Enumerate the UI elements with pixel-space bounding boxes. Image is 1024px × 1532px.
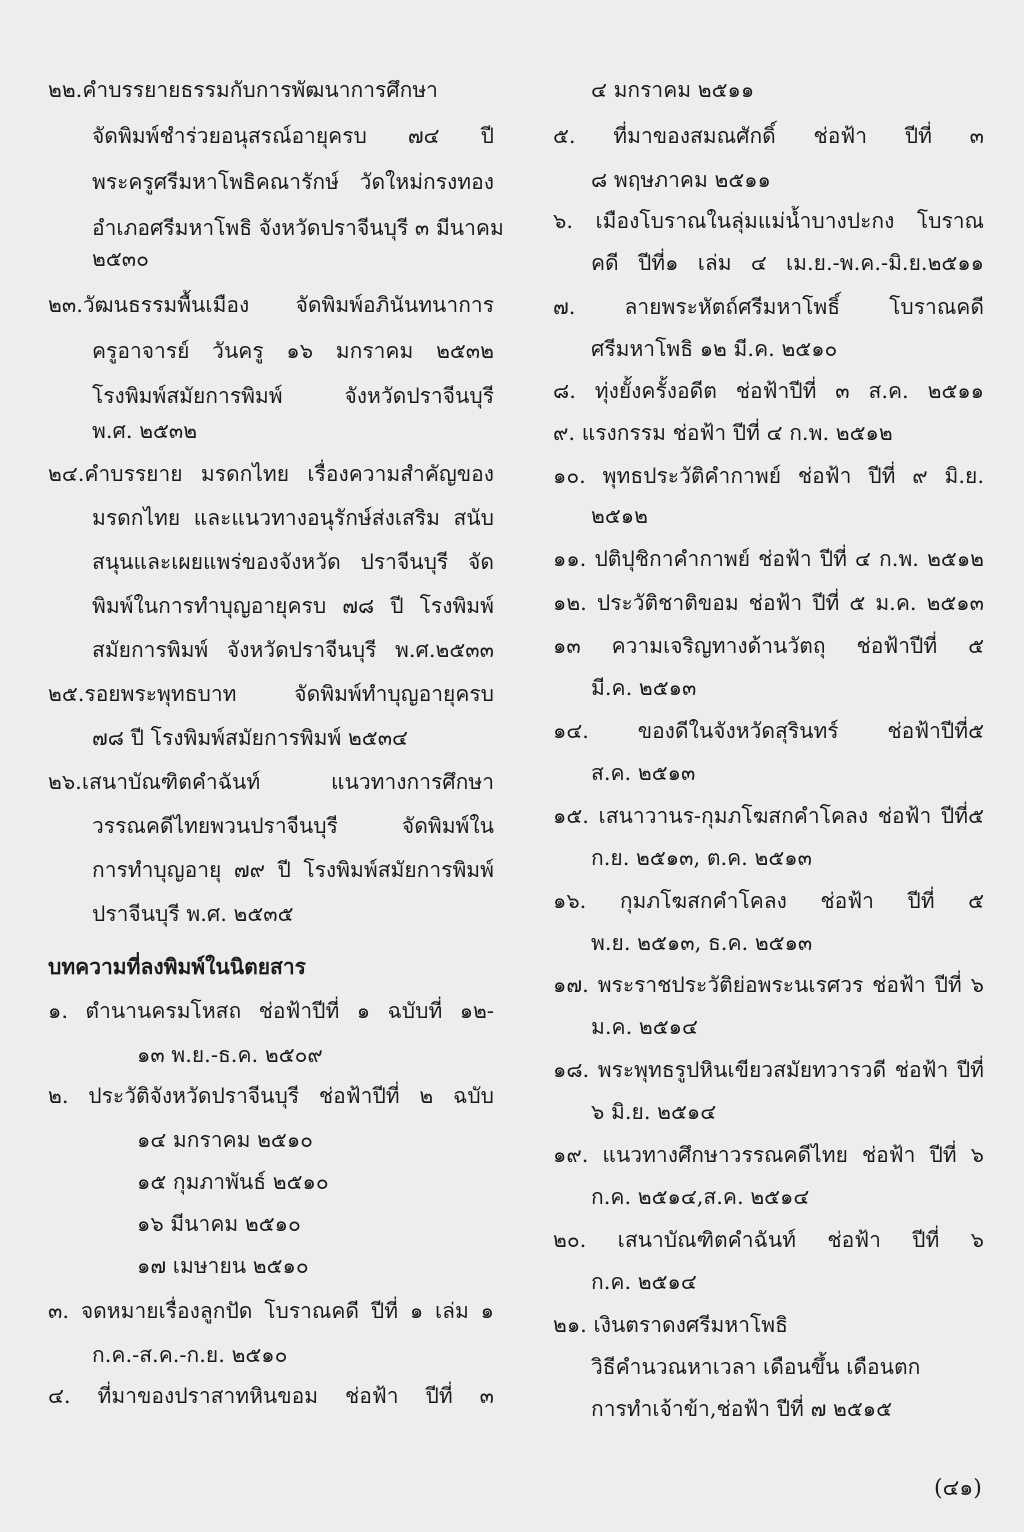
right-line: ๒๐. เสนาบัณฑิตคำฉันท์ ช่อฟ้า ปีที่ ๖ bbox=[553, 1228, 984, 1252]
left-line: ๑๔ มกราคม ๒๕๑๐ bbox=[137, 1128, 313, 1152]
left-line: ๒. ประวัติจังหวัดปราจีนบุรี ช่อฟ้าปีที่ ๒ ฉบับ bbox=[48, 1084, 494, 1108]
left-line: พ.ศ. ๒๕๓๒ bbox=[92, 419, 198, 443]
right-line: ๑๑. ปติปุชิกาคำกาพย์ ช่อฟ้า ปีที่ ๔ ก.พ. ๒๕๑๒ bbox=[553, 547, 984, 571]
right-line: ๗. ลายพระหัตถ์ศรีมหาโพธิ์ โบราณคดี bbox=[553, 295, 984, 319]
right-line: ๑๒. ประวัติชาติขอม ช่อฟ้า ปีที่ ๕ ม.ค. ๒๕๑๓ bbox=[553, 591, 984, 615]
left-line: ๒๖.เสนาบัณฑิตคำฉันท์ แนวทางการศึกษา bbox=[48, 770, 494, 794]
left-line: ๒๕.รอยพระพุทธบาท จัดพิมพ์ทำบุญอายุครบ bbox=[48, 682, 494, 706]
right-line: ๖ มิ.ย. ๒๕๑๔ bbox=[591, 1100, 717, 1124]
right-line: พ.ย. ๒๕๑๓, ธ.ค. ๒๕๑๓ bbox=[591, 931, 813, 955]
left-line: การทำบุญอายุ ๗๙ ปี โรงพิมพ์สมัยการพิมพ์ bbox=[92, 858, 494, 882]
right-line: ๔ มกราคม ๒๕๑๑ bbox=[591, 78, 755, 102]
left-line: สนุนและเผยแพร่ของจังหวัด ปราจีนบุรี จัด bbox=[92, 550, 494, 574]
right-line: ๕. ที่มาของสมณศักดิ์ ช่อฟ้า ปีที่ ๓ bbox=[553, 124, 984, 148]
left-line: โรงพิมพ์สมัยการพิมพ์ จังหวัดปราจีนบุรี bbox=[92, 384, 494, 408]
right-line: ๖. เมืองโบราณในลุ่มแม่น้ำบางปะกง โบราณ bbox=[553, 209, 984, 233]
right-line: ๘. ทุ่งยั้งครั้งอดีต ช่อฟ้าปีที่ ๓ ส.ค. ๒๕๑๑ bbox=[553, 379, 984, 403]
right-line: ๑๗. พระราชประวัติย่อพระนเรศวร ช่อฟ้า ปีที่ ๖ bbox=[553, 973, 984, 997]
left-line: ๓. จดหมายเรื่องลูกปัด โบราณคดี ปีที่ ๑ เล่ม ๑ bbox=[48, 1299, 494, 1323]
left-line: ครูอาจารย์ วันครู ๑๖ มกราคม ๒๕๓๒ bbox=[92, 339, 494, 363]
page-number: (๔๑) bbox=[934, 1476, 982, 1501]
right-line: ๙. แรงกรรม ช่อฟ้า ปีที่ ๔ ก.พ. ๒๕๑๒ bbox=[553, 421, 893, 445]
right-line: ศรีมหาโพธิ ๑๒ มี.ค. ๒๕๑๐ bbox=[591, 337, 838, 361]
left-line: ๑๖ มีนาคม ๒๕๑๐ bbox=[137, 1212, 301, 1236]
right-line: ก.ค. ๒๕๑๔ bbox=[591, 1270, 697, 1294]
left-line: จัดพิมพ์ชำร่วยอนุสรณ์อายุครบ ๗๔ ปี bbox=[92, 124, 494, 148]
left-line: ปราจีนบุรี พ.ศ. ๒๕๓๕ bbox=[92, 902, 294, 926]
left-line: มรดกไทย และแนวทางอนุรักษ์ส่งเสริม สนับ bbox=[92, 506, 494, 530]
left-line: ๑๓ พ.ย.-ธ.ค. ๒๕๐๙ bbox=[137, 1043, 323, 1067]
right-line: ก.ค. ๒๕๑๔,ส.ค. ๒๕๑๔ bbox=[591, 1185, 810, 1209]
left-line: ๑. ตำนานครมโหสถ ช่อฟ้าปีที่ ๑ ฉบับที่ ๑๒- bbox=[48, 999, 494, 1023]
right-line: ๑๔. ของดีในจังหวัดสุรินทร์ ช่อฟ้าปีที่๕ bbox=[553, 719, 984, 743]
right-line: วิธีคำนวณหาเวลา เดือนขึ้น เดือนตก bbox=[591, 1355, 921, 1379]
right-line: มี.ค. ๒๕๑๓ bbox=[591, 676, 697, 700]
right-line: ๒๕๑๒ bbox=[591, 504, 648, 528]
left-line: ๑๕ กุมภาพันธ์ ๒๕๑๐ bbox=[137, 1170, 329, 1194]
right-line: ๑๐. พุทธประวัติคำกาพย์ ช่อฟ้า ปีที่ ๙ มิ.ย. bbox=[553, 464, 984, 488]
right-line: ๒๑. เงินตราดงศรีมหาโพธิ bbox=[553, 1313, 788, 1337]
right-line: ส.ค. ๒๕๑๓ bbox=[591, 761, 696, 785]
right-line: ม.ค. ๒๕๑๔ bbox=[591, 1015, 698, 1039]
right-line: ๑๓ ความเจริญทางด้านวัตถุ ช่อฟ้าปีที่ ๕ bbox=[553, 634, 984, 658]
right-line: ๘ พฤษภาคม ๒๕๑๑ bbox=[591, 168, 771, 192]
left-line: สมัยการพิมพ์ จังหวัดปราจีนบุรี พ.ศ.๒๕๓๓ bbox=[92, 638, 494, 662]
left-line: วรรณคดีไทยพวนปราจีนบุรี จัดพิมพ์ใน bbox=[92, 814, 494, 838]
left-line: ๒๔.คำบรรยาย มรดกไทย เรื่องความสำคัญของ bbox=[48, 462, 494, 486]
left-line: พระครูศรีมหาโพธิคณารักษ์ วัดใหม่กรงทอง bbox=[92, 170, 494, 194]
section-heading: บทความที่ลงพิมพ์ในนิตยสาร bbox=[48, 954, 306, 979]
right-line: ๑๕. เสนาวานร-กุมภโฆสกคำโคลง ช่อฟ้า ปีที่๕ bbox=[553, 804, 984, 828]
left-line: พิมพ์ในการทำบุญอายุครบ ๗๘ ปี โรงพิมพ์ bbox=[92, 594, 494, 618]
right-line: ๑๘. พระพุทธรูปหินเขียวสมัยทวารวดี ช่อฟ้า ปีที่ bbox=[553, 1058, 984, 1082]
left-line: ๗๘ ปี โรงพิมพ์สมัยการพิมพ์ ๒๕๓๔ bbox=[92, 726, 408, 750]
left-line: ๒๓.วัฒนธรรมพื้นเมือง จัดพิมพ์อภินันทนาการ bbox=[48, 293, 494, 317]
left-line: ก.ค.-ส.ค.-ก.ย. ๒๕๑๐ bbox=[92, 1343, 288, 1367]
right-line: ๑๙. แนวทางศึกษาวรรณคดีไทย ช่อฟ้า ปีที่ ๖ bbox=[553, 1143, 984, 1167]
left-line: อำเภอศรีมหาโพธิ จังหวัดปราจีนบุรี ๓ มีนาคม bbox=[92, 216, 504, 240]
left-line: ๔. ที่มาของปราสาทหินขอม ช่อฟ้า ปีที่ ๓ bbox=[48, 1384, 494, 1408]
left-line: ๒๒.คำบรรยายธรรมกับการพัฒนาการศึกษา bbox=[48, 78, 438, 102]
left-line: ๒๕๓๐ bbox=[92, 247, 149, 271]
right-line: การทำเจ้าข้า,ช่อฟ้า ปีที่ ๗ ๒๕๑๕ bbox=[591, 1397, 892, 1421]
left-line: ๑๗ เมษายน ๒๕๑๐ bbox=[137, 1254, 309, 1278]
right-line: ก.ย. ๒๕๑๓, ต.ค. ๒๕๑๓ bbox=[591, 846, 812, 870]
right-line: ๑๖. กุมภโฆสกคำโคลง ช่อฟ้า ปีที่ ๕ bbox=[553, 889, 984, 913]
right-line: คดี ปีที่๑ เล่ม ๔ เม.ย.-พ.ค.-มิ.ย.๒๕๑๑ bbox=[591, 251, 984, 275]
